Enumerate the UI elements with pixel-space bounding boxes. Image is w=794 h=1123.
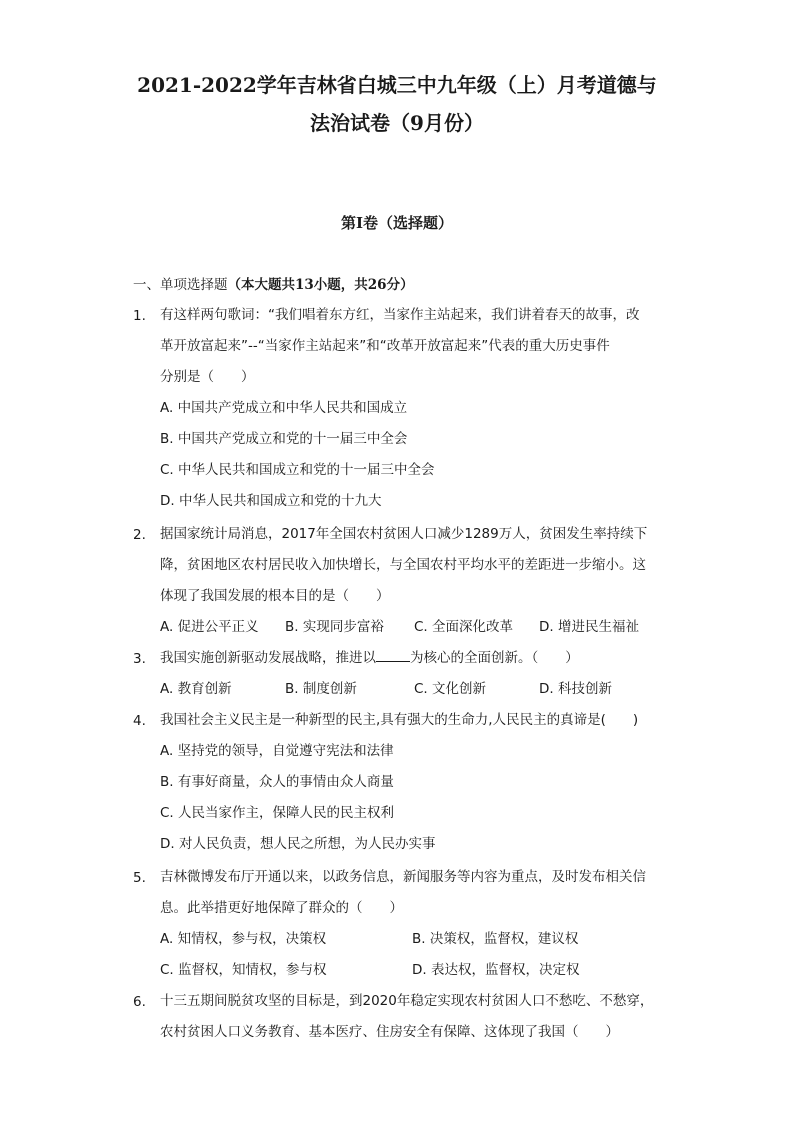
question-2 xyxy=(133,519,693,643)
question-number: 2. xyxy=(133,527,146,543)
part-label: 一、单项选择题 xyxy=(133,277,228,293)
option-b: B. 制度创新 xyxy=(285,681,357,697)
question-number: 4. xyxy=(133,713,146,729)
stem-line: 吉林微博发布厅开通以来，以政务信息，新闻服务等内容为重点，及时发布相关信 xyxy=(160,869,646,885)
option-b: B. 中国共产党成立和党的十一届三中全会 xyxy=(160,431,408,447)
stem-line: 农村贫困人口义务教育、基本医疗、住房安全有保障、这体现了我国（ ） xyxy=(160,1024,619,1040)
stem-line: 体现了我国发展的根本目的是（ ） xyxy=(160,588,390,604)
option-b: B. 决策权，监督权，建议权 xyxy=(412,931,579,947)
exam-title-line-2: 法治试卷（9月份） xyxy=(310,111,484,135)
stem-line: 息。此举措更好地保障了群众的（ ） xyxy=(160,900,403,916)
option-d: D. 增进民生福祉 xyxy=(539,619,639,635)
answer-blank xyxy=(376,648,410,662)
question-6 xyxy=(133,986,693,1048)
options-list xyxy=(160,612,693,643)
part-heading xyxy=(133,273,414,293)
stem-text-after: 为核心的全面创新。（ ） xyxy=(410,650,579,666)
options-list xyxy=(160,393,693,517)
stem-line: 降，贫困地区农村居民收入加快增长，与全国农村平均水平的差距进一步缩小。这 xyxy=(160,557,646,573)
question-stem xyxy=(160,300,693,393)
options-list xyxy=(160,674,693,705)
option-d: D. 对人民负责，想人民之所想，为人民办实事 xyxy=(160,836,436,852)
option-a: A. 知情权，参与权，决策权 xyxy=(160,931,327,947)
option-a: A. 促进公平正义 xyxy=(160,619,259,635)
exam-title xyxy=(110,66,684,142)
question-stem xyxy=(160,643,693,674)
option-a: A. 中国共产党成立和中华人民共和国成立 xyxy=(160,400,408,416)
question-number: 3. xyxy=(133,651,146,667)
question-1 xyxy=(133,300,693,517)
option-d: D. 中华人民共和国成立和党的十九大 xyxy=(160,493,382,509)
question-number: 5. xyxy=(133,870,146,886)
option-c: C. 全面深化改革 xyxy=(414,619,514,635)
option-c: C. 人民当家作主，保障人民的民主权利 xyxy=(160,805,395,821)
exam-title-line-1: 2021-2022学年吉林省白城三中九年级（上）月考道德与 xyxy=(137,73,657,97)
section-title: 第I卷（选择题） xyxy=(340,214,454,232)
question-number: 6. xyxy=(133,994,146,1010)
question-stem xyxy=(160,986,693,1048)
question-4 xyxy=(133,705,693,860)
option-d: D. 表达权，监督权，决定权 xyxy=(412,962,580,978)
stem-line: 据国家统计局消息，2017年全国农村贫困人口减少1289万人，贫困发生率持续下 xyxy=(160,526,648,542)
stem-line: 十三五期间脱贫攻坚的目标是，到2020年稳定实现农村贫困人口不愁吃、不愁穿， xyxy=(160,993,654,1009)
options-list xyxy=(160,736,693,860)
question-5 xyxy=(133,862,693,986)
question-3 xyxy=(133,643,693,705)
question-stem xyxy=(160,705,693,736)
option-c: C. 监督权，知情权，参与权 xyxy=(160,962,327,978)
option-d: D. 科技创新 xyxy=(539,681,612,697)
question-number: 1. xyxy=(133,308,146,324)
stem-text-before: 我国实施创新驱动发展战略，推进以 xyxy=(160,650,376,666)
stem-line xyxy=(160,643,693,674)
options-list xyxy=(160,924,693,986)
option-b: B. 实现同步富裕 xyxy=(285,619,384,635)
stem-line: 革开放富起来”--“当家作主站起来”和“改革开放富起来”代表的重大历史事件 xyxy=(160,338,610,354)
stem-line: 分别是（ ） xyxy=(160,369,255,385)
stem-line: 我国社会主义民主是一种新型的民主,具有强大的生命力,人民民主的真谛是( ) xyxy=(160,712,639,728)
option-a: A. 教育创新 xyxy=(160,681,232,697)
option-a: A. 坚持党的领导，自觉遵守宪法和法律 xyxy=(160,743,394,759)
question-stem xyxy=(160,862,693,924)
part-note: （本大题共13小题，共26分） xyxy=(227,277,414,293)
stem-line: 有这样两句歌词：“我们唱着东方红，当家作主站起来，我们讲着春天的故事，改 xyxy=(160,307,640,323)
question-stem xyxy=(160,519,693,612)
option-c: C. 中华人民共和国成立和党的十一届三中全会 xyxy=(160,462,435,478)
option-b: B. 有事好商量，众人的事情由众人商量 xyxy=(160,774,394,790)
option-c: C. 文化创新 xyxy=(414,681,487,697)
